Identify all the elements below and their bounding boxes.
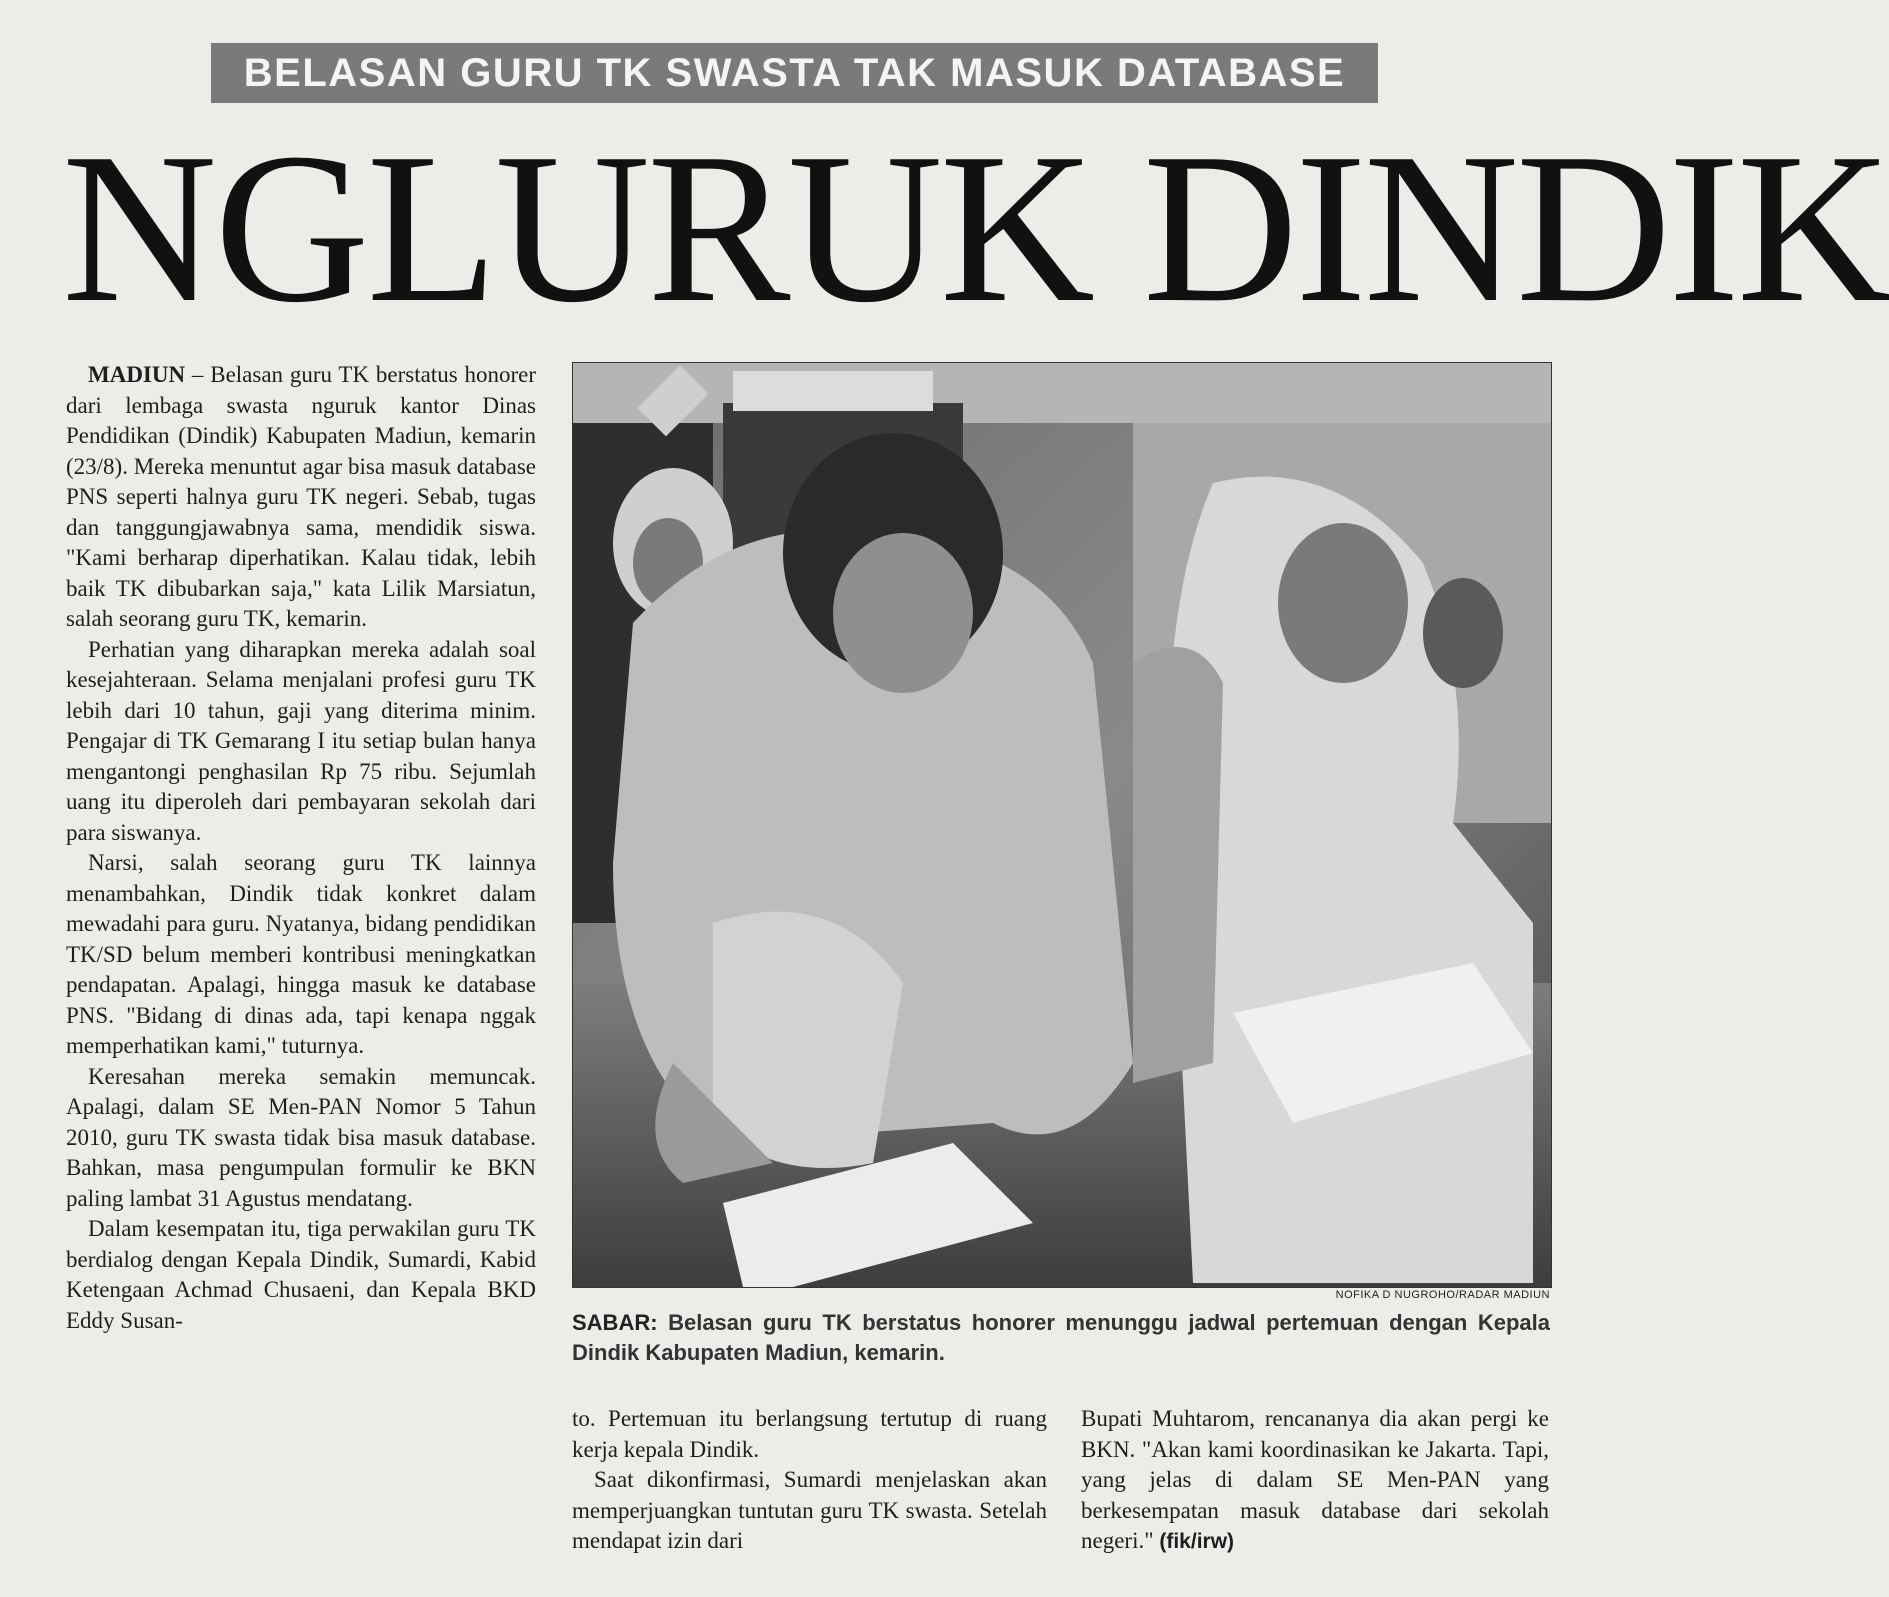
paragraph: Dalam kesempatan itu, tiga perwakilan guru TK berdialog dengan Kepala Dindik, Sumardi, Kabid Ketengaan Achmad Chusaeni, dan Kepala BKD Eddy Susan- [66, 1216, 536, 1333]
photo-image [573, 363, 1551, 1287]
paragraph: Narsi, salah seorang guru TK lainnya menambahkan, Dindik tidak konkret dalam mewadahi para guru. Nyatanya, bidang pendidikan TK/SD belum memberi kontribusi meningkatkan pendapatan. Apalagi, hingga masuk ke database PNS. "Bidang di dinas ada, tapi kenapa nggak memperhatikan kami," tuturnya. [66, 850, 536, 1058]
caption-text: Belasan guru TK berstatus honorer menunggu jadwal pertemuan dengan Kepala Dindik Kabupaten Madiun, kemarin. [572, 1310, 1550, 1365]
article-column-1 [66, 360, 536, 1336]
paragraph: Saat dikonfirmasi, Sumardi menjelaskan akan memperjuangkan tuntutan guru TK swasta. Setelah mendapat izin dari [572, 1467, 1047, 1553]
photo-credit: NOFIKA D NUGROHO/RADAR MADIUN [1335, 1289, 1550, 1301]
article-column-3 [1081, 1404, 1549, 1558]
paragraph-text: Bupati Muhtarom, rencananya dia akan pergi ke BKN. "Akan kami koordinasikan ke Jakarta. Tapi, yang jelas di dalam SE Men-PAN yang berkesempatan masuk database dari sekolah negeri." [1081, 1406, 1549, 1553]
headline: NGLURUK DINDIK [62, 108, 1889, 347]
paragraph: Perhatian yang diharapkan mereka adalah soal kesejahteraan. Selama menjalani profesi guru TK lebih dari 10 tahun, gaji yang diterima minim. Pengajar di TK Gemarang I itu setiap bulan hanya mengantongi penghasilan Rp 75 ribu. Sejumlah uang itu diperoleh dari pembayaran sekolah dari para siswanya. [66, 636, 536, 845]
paragraph [1081, 1404, 1549, 1558]
news-photo [572, 362, 1552, 1288]
paragraph: to. Pertemuan itu berlangsung tertutup di ruang kerja kepala Dindik. [572, 1406, 1047, 1462]
paragraph: Keresahan mereka semakin memuncak. Apalagi, dalam SE Men-PAN Nomor 5 Tahun 2010, guru TK swasta tidak bisa masuk database. Bahkan, masa pengumpulan formulir ke BKN paling lambat 31 Agustus mendatang. [66, 1063, 536, 1211]
byline-signoff: (fik/irw) [1159, 1530, 1235, 1553]
dateline: MADIUN [88, 362, 186, 387]
photo-caption [572, 1308, 1550, 1368]
article-column-2 [572, 1404, 1047, 1557]
paragraph [66, 360, 536, 635]
paragraph-text: – Belasan guru TK berstatus honorer dari lembaga swasta nguruk kantor Dinas Pendidikan (Dindik) Kabupaten Madiun, kemarin (23/8). Mereka menuntut agar bisa masuk database PNS seperti halnya guru TK negeri. Sebab, tugas dan tanggungjawabnya sama, mendidik siswa. "Kami berharap diperhatikan. Kalau tidak, lebih baik TK dibubarkan saja," kata Lilik Marsiatun, salah seorang guru TK, kemarin. [66, 362, 536, 631]
caption-label: SABAR: [572, 1310, 658, 1335]
kicker-banner: BELASAN GURU TK SWASTA TAK MASUK DATABASE [211, 43, 1378, 103]
